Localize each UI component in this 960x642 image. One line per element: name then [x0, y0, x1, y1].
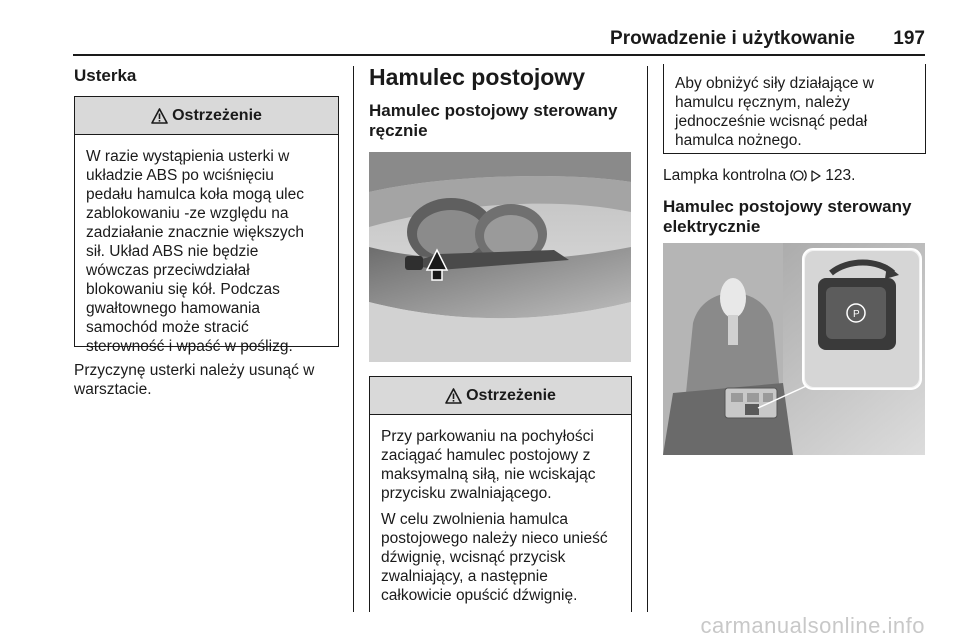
- warning-line: Aby obniżyć siły działające w: [675, 75, 875, 92]
- subheading-line: Hamulec postojowy sterowany: [369, 101, 618, 120]
- section-heading-usterka: Usterka: [74, 66, 137, 85]
- page-reference-arrow-icon: [811, 170, 821, 182]
- page-number: 197: [893, 28, 925, 49]
- warning-line: sterowność i wpaść w poślizg.: [86, 338, 293, 355]
- subheading-manual-brake: [369, 101, 617, 141]
- subheading-electric-brake: [663, 197, 911, 237]
- handbrake-photo: [369, 152, 631, 362]
- warning-line: zadziałanie znacznie większych: [86, 224, 304, 241]
- subheading-line: Hamulec postojowy sterowany: [663, 197, 912, 216]
- warning-line: dźwignię, wcisnąć przycisk: [381, 549, 566, 566]
- warning-line: wówczas przeciwdziałał: [86, 262, 250, 279]
- text-line: warsztacie.: [74, 381, 152, 398]
- warning-line: pedału hamulca koła mogą ulec: [86, 186, 304, 203]
- page-reference-number: 123.: [825, 167, 856, 184]
- warning-box-abs: [74, 96, 339, 355]
- warning-line: gwałtownego hamowania: [86, 300, 261, 317]
- warning-line: Przy parkowaniu na pochyłości: [381, 428, 594, 445]
- warning-line: całkowicie opuścić dźwignię.: [381, 587, 578, 604]
- warning-triangle-icon: [151, 108, 168, 124]
- handbrake-illustration: [369, 152, 631, 362]
- subheading-line: ręcznie: [369, 121, 428, 140]
- warning-line: sił. Układ ABS nie będzie: [86, 243, 259, 260]
- warning-line: W razie wystąpienia usterki w: [86, 148, 290, 165]
- warning-body: [370, 415, 631, 615]
- warning-line: jednocześnie wcisnąć pedał: [675, 113, 868, 130]
- warning-header: [370, 377, 631, 415]
- section-heading-parking-brake: Hamulec postojowy: [369, 64, 585, 90]
- warning-line: układzie ABS po wciśnięciu: [86, 167, 274, 184]
- warning-line: W celu zwolnienia hamulca: [381, 511, 568, 528]
- warning-body: [75, 135, 338, 366]
- warning-title: Ostrzeżenie: [466, 386, 556, 404]
- warning-line: zwalniający, a następnie: [381, 568, 548, 585]
- warning-title: Ostrzeżenie: [172, 106, 262, 124]
- warning-body: [664, 64, 925, 160]
- header-title: Prowadzenie i użytkowanie: [610, 28, 855, 49]
- lamp-text: Lampka kontrolna: [663, 167, 787, 184]
- warning-box-continued: [663, 64, 926, 154]
- subheading-line: elektrycznie: [663, 217, 761, 236]
- text-line: Przyczynę usterki należy usunąć w: [74, 362, 315, 379]
- warning-paragraph: [381, 510, 621, 605]
- warning-line: hamulca nożnego.: [675, 132, 802, 149]
- svg-text:P: P: [853, 309, 860, 320]
- warning-box-parking: [369, 376, 632, 612]
- warning-line: hamulcu ręcznym, należy: [675, 94, 850, 111]
- page-header: [73, 28, 925, 56]
- column-divider: [353, 66, 354, 612]
- warning-line: postojowego należy nieco unieść: [381, 530, 608, 547]
- electric-brake-illustration: [663, 243, 925, 455]
- brake-warning-lamp-icon: [790, 168, 807, 183]
- warning-line: zablokowaniu -ze względu na: [86, 205, 289, 222]
- column-divider: [647, 66, 648, 612]
- watermark: carmanualsonline.info: [700, 613, 925, 638]
- warning-line: przycisku zwalniającego.: [381, 485, 552, 502]
- lamp-reference: [663, 166, 855, 185]
- warning-line: blokowaniu się kół. Podczas: [86, 281, 280, 298]
- warning-line: zaciągać hamulec postojowy z: [381, 447, 591, 464]
- warning-triangle-icon: [445, 388, 462, 404]
- warning-paragraph: [381, 427, 621, 503]
- warning-header: [75, 97, 338, 135]
- electric-brake-photo: [663, 243, 925, 455]
- warning-line: maksymalną siłą, nie wciskając: [381, 466, 596, 483]
- warning-line: samochód może stracić: [86, 319, 249, 336]
- paragraph-repair: [74, 361, 314, 399]
